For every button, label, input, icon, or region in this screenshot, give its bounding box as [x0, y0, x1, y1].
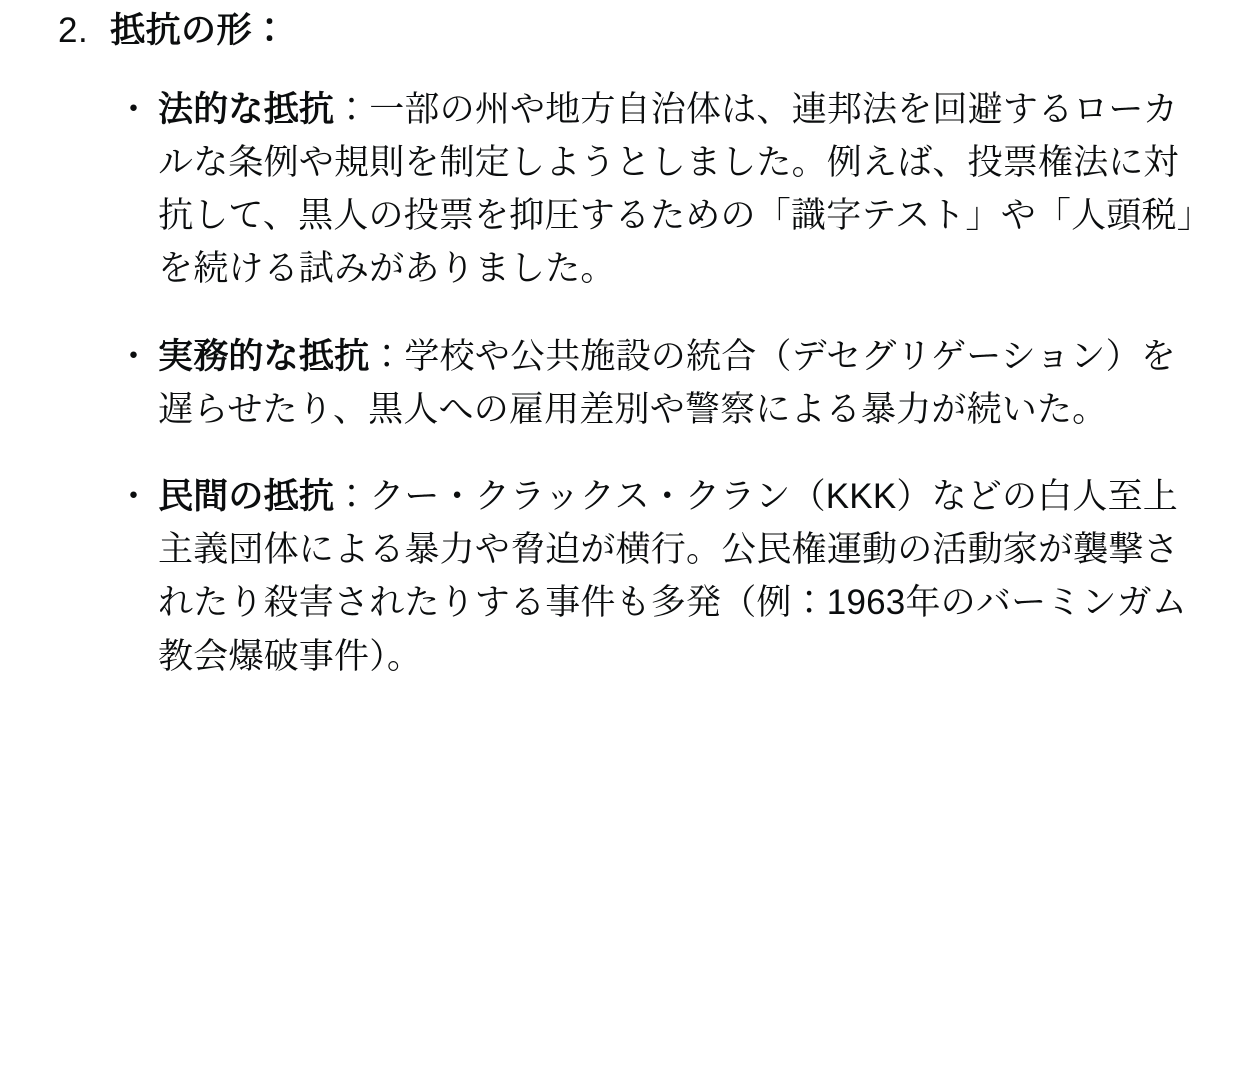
bullet-term: 法的な抵抗: [158, 89, 335, 129]
resistance-bullet-list: [58, 83, 1202, 683]
bullet-dot-icon: ・: [116, 477, 152, 517]
bullet-dot-icon: ・: [116, 89, 152, 129]
section-heading: [58, 8, 1202, 55]
bullet-term: 実務的な抵抗: [158, 336, 370, 376]
bullet-body: ：学校や公共施設の統合（デセグリゲーション）を遅らせたり、黒人への雇用差別や警察による暴力が続いた。: [158, 336, 1177, 429]
bullet-body: ：クー・クラックス・クラン（KKK）などの白人至上主義団体による暴力や脅迫が横行。公民権運動の活動家が襲撃されたり殺害されたりする事件も多発（例：1963年のバーミンガム教会爆破事件）。: [158, 477, 1188, 676]
section-number: 2.: [58, 11, 89, 50]
list-item: [110, 83, 1202, 296]
list-item: [110, 470, 1202, 683]
bullet-body: ：一部の州や地方自治体は、連邦法を回避するローカルな条例や規則を制定しようとしました。例えば、投票権法に対抗して、黒人の投票を抑圧するための「識字テスト」や「人頭税」を続ける試みがありました。: [158, 89, 1195, 289]
section-title: 抵抗の形：: [110, 11, 288, 50]
bullet-dot-icon: ・: [116, 336, 152, 376]
list-item: [110, 330, 1202, 436]
bullet-term: 民間の抵抗: [158, 477, 335, 517]
